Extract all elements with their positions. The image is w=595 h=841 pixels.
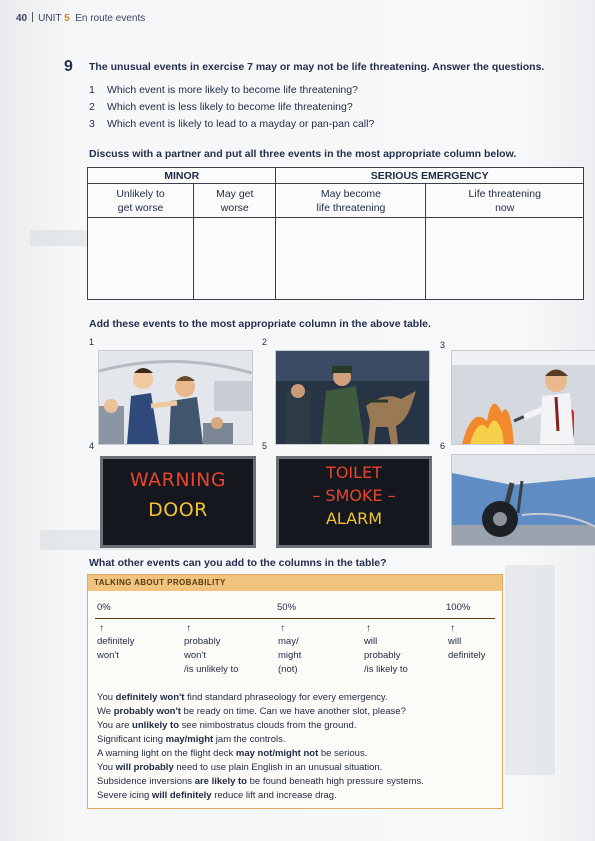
scale-definitely-wont: definitely won't	[97, 636, 135, 661]
scale-probably-wont: probably won't /is unlikely to	[184, 636, 239, 675]
probability-box	[87, 574, 503, 809]
example-sentence: A warning light on the flight deck may not/might not be serious.	[97, 748, 368, 759]
answer-cell[interactable]	[276, 218, 426, 300]
scale-will-probably: will probably /is likely to	[364, 636, 408, 675]
answer-cell[interactable]	[194, 218, 276, 300]
probability-scale-line	[95, 618, 495, 619]
col-life-threatening-now: Life threatening now	[426, 184, 584, 218]
other-events-question: What other events can you add to the columns in the table?	[89, 557, 387, 569]
sign-text-warning: WARNING	[129, 469, 227, 491]
question	[89, 101, 353, 113]
illustration-passenger-fight	[98, 350, 253, 445]
picture-label: 1	[89, 337, 95, 347]
example-sentence: Severe icing will definitely reduce lift and increase drag.	[97, 790, 337, 801]
question	[89, 118, 374, 130]
question-number: 3	[89, 118, 95, 130]
illustration-soldier-with-dog	[275, 350, 430, 445]
sign-text-toilet: TOILET	[326, 463, 382, 482]
col-unlikely-to-get-worse: Unlikely to get worse	[88, 184, 194, 218]
answer-cell[interactable]	[426, 218, 584, 300]
pct-100: 100%	[446, 602, 471, 613]
picture-label: 2	[262, 337, 268, 347]
page-number: 40	[16, 13, 28, 24]
example-sentence: You definitely won't find standard phraseology for every emergency.	[97, 692, 388, 703]
question	[89, 84, 358, 96]
scale-will-definitely: will definitely	[448, 636, 486, 661]
add-events-instruction: Add these events to the most appropriate column in the above table.	[89, 318, 431, 330]
discuss-instruction: Discuss with a partner and put all three events in the most appropriate column below.	[89, 148, 517, 160]
question-number: 1	[89, 84, 95, 96]
illustration-landing-gear	[451, 454, 595, 546]
col-may-become-life-threatening: May become life threatening	[276, 184, 426, 218]
exercise-title: The unusual events in exercise 7 may or may not be life threatening. Answer the questions.	[89, 61, 545, 73]
question-text: Which event is less likely to become life threatening?	[107, 101, 353, 113]
example-sentence: You are unlikely to see nimbostratus clouds from the ground.	[97, 720, 357, 731]
sign-text-alarm: ALARM	[325, 509, 383, 528]
sign-text-door: DOOR	[148, 499, 208, 521]
show-through	[505, 565, 555, 775]
picture-label: 4	[89, 441, 95, 451]
col-may-get-worse: May get worse	[194, 184, 276, 218]
picture-label: 6	[440, 441, 446, 451]
example-sentence: We probably won't be ready on time. Can we have another slot, please?	[97, 706, 406, 717]
toilet-smoke-alarm-sign	[276, 456, 432, 548]
arrow-icon: ↑	[186, 623, 191, 634]
arrow-icon: ↑	[366, 623, 371, 634]
sign-text-smoke: – SMOKE –	[312, 486, 396, 505]
probability-heading: TALKING ABOUT PROBABILITY	[88, 575, 502, 591]
example-sentence: You will probably need to use plain English in an unusual situation.	[97, 762, 383, 773]
group-minor: MINOR	[88, 168, 276, 184]
picture-label: 5	[262, 441, 268, 451]
picture-label: 3	[440, 340, 446, 350]
unit-number: 5	[64, 13, 70, 24]
answer-cell[interactable]	[88, 218, 194, 300]
question-number: 2	[89, 101, 95, 113]
example-sentence: Subsidence inversions are likely to be found beneath high pressure systems.	[97, 776, 424, 787]
pct-50: 50%	[277, 602, 297, 613]
arrow-icon: ↑	[280, 623, 285, 634]
group-serious: SERIOUS EMERGENCY	[276, 168, 584, 184]
illustration-cabin-fire	[451, 350, 595, 445]
question-text: Which event is more likely to become life threatening?	[107, 84, 358, 96]
pct-0: 0%	[97, 602, 111, 613]
exercise-number: 9	[64, 58, 73, 75]
events-table	[87, 167, 584, 300]
warning-door-sign	[100, 456, 256, 548]
arrow-icon: ↑	[450, 623, 455, 634]
arrow-icon: ↑	[99, 623, 104, 634]
unit-label: UNIT	[38, 13, 62, 24]
running-header	[16, 12, 145, 24]
example-sentence: Significant icing may/might jam the controls.	[97, 734, 286, 745]
scale-may-might: may/ might (not)	[278, 636, 302, 675]
question-text: Which event is likely to lead to a mayday or pan-pan call?	[107, 118, 375, 130]
unit-title: En route events	[75, 13, 146, 24]
